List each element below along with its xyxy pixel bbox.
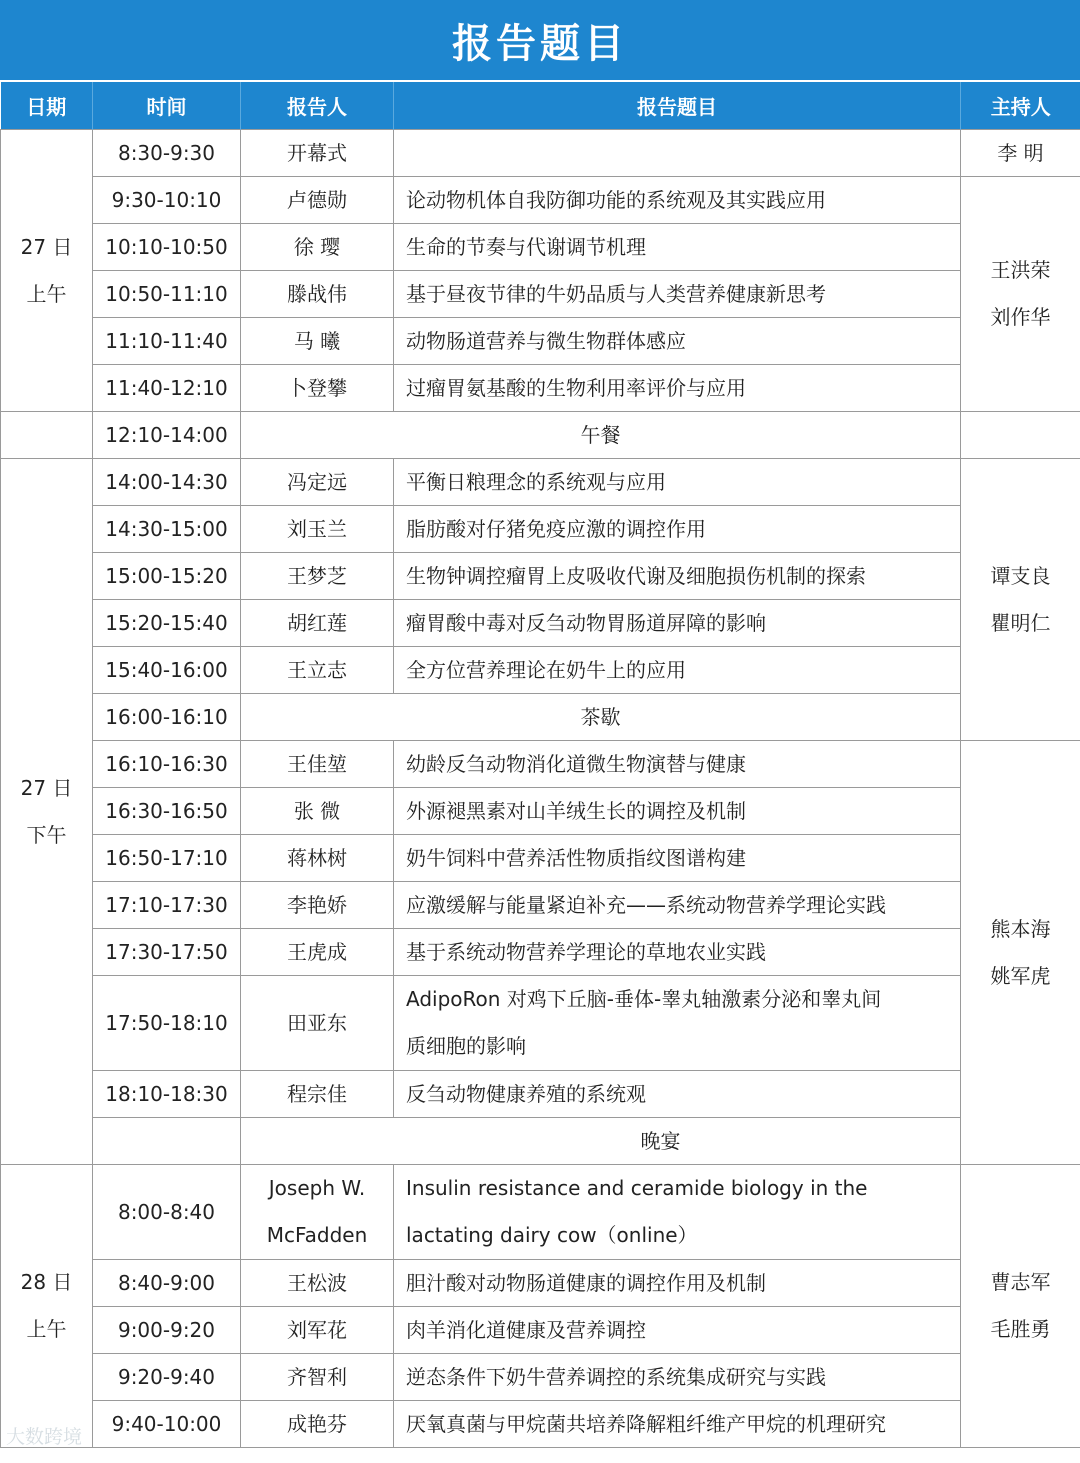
- time-cell: 12:10-14:00: [93, 412, 241, 459]
- time-cell: 14:00-14:30: [93, 459, 241, 506]
- table-row: [1, 506, 1080, 553]
- header-topic: 报告题目: [394, 82, 961, 130]
- host-cell: [961, 1165, 1080, 1448]
- table-row: [1, 1260, 1080, 1307]
- watermark: 大数跨境: [6, 1426, 83, 1448]
- topic-cell: 逆态条件下奶牛营养调控的系统集成研究与实践: [394, 1354, 961, 1401]
- topic-cell: 厌氧真菌与甲烷菌共培养降解粗纤维产甲烷的机理研究: [394, 1401, 961, 1448]
- time-cell: 17:50-18:10: [93, 976, 241, 1071]
- time-cell: 16:30-16:50: [93, 788, 241, 835]
- host-cell: [961, 177, 1080, 412]
- time-cell: 9:00-9:20: [93, 1307, 241, 1354]
- date-cell: [1, 130, 93, 412]
- table-row: [1, 459, 1080, 506]
- topic-cell: 过瘤胃氨基酸的生物利用率评价与应用: [394, 365, 961, 412]
- table-row: [1, 1307, 1080, 1354]
- host-cell: [961, 459, 1080, 741]
- empty-cell: [1, 412, 93, 459]
- time-cell: 18:10-18:30: [93, 1071, 241, 1118]
- host-name: 曹志军: [990, 1270, 1051, 1294]
- speaker-cell: 田亚东: [241, 976, 394, 1071]
- date-day: 28 日: [20, 1270, 73, 1294]
- speaker-line: Joseph W.: [268, 1176, 366, 1200]
- date-cell: [1, 1165, 93, 1448]
- table-row: [1, 130, 1080, 177]
- header-host: 主持人: [961, 82, 1080, 130]
- speaker-cell: 王立志: [241, 647, 394, 694]
- date-cell: [1, 459, 93, 1165]
- time-cell: 16:50-17:10: [93, 835, 241, 882]
- schedule-table: [0, 82, 1080, 1448]
- table-row: [1, 553, 1080, 600]
- topic-cell: 反刍动物健康养殖的系统观: [394, 1071, 961, 1118]
- time-cell: 17:10-17:30: [93, 882, 241, 929]
- host-cell: 李 明: [961, 130, 1080, 177]
- speaker-cell: 刘玉兰: [241, 506, 394, 553]
- topic-cell: 生物钟调控瘤胃上皮吸收代谢及细胞损伤机制的探索: [394, 553, 961, 600]
- topic-cell: [394, 130, 961, 177]
- table-row: [1, 1071, 1080, 1118]
- time-cell: 17:30-17:50: [93, 929, 241, 976]
- speaker-cell: 蒋林树: [241, 835, 394, 882]
- table-row: [1, 1401, 1080, 1448]
- time-cell: 9:40-10:00: [93, 1401, 241, 1448]
- lunch-row: [1, 412, 1080, 459]
- host-name: 姚军虎: [990, 963, 1051, 988]
- speaker-cell: 卢德勋: [241, 177, 394, 224]
- speaker-line: McFadden: [266, 1223, 368, 1247]
- time-cell: 15:40-16:00: [93, 647, 241, 694]
- time-cell: 15:00-15:20: [93, 553, 241, 600]
- speaker-cell: 程宗佳: [241, 1071, 394, 1118]
- speaker-cell: 开幕式: [241, 130, 394, 177]
- host-cell: [961, 741, 1080, 1165]
- topic-line: lactating dairy cow（online）: [406, 1223, 698, 1247]
- host-name: 熊本海: [990, 916, 1051, 941]
- topic-cell: 基于系统动物营养学理论的草地农业实践: [394, 929, 961, 976]
- topic-cell: 全方位营养理论在奶牛上的应用: [394, 647, 961, 694]
- date-day: 27 日: [20, 775, 73, 800]
- host-name: 王洪荣: [990, 258, 1051, 282]
- speaker-cell: 冯定远: [241, 459, 394, 506]
- table-row: [1, 1165, 1080, 1260]
- table-row: [1, 271, 1080, 318]
- header-row: [1, 82, 1080, 130]
- table-row: [1, 600, 1080, 647]
- time-cell: 11:10-11:40: [93, 318, 241, 365]
- topic-cell: 动物肠道营养与微生物群体感应: [394, 318, 961, 365]
- table-row: [1, 976, 1080, 1071]
- header-time: 时间: [93, 82, 241, 130]
- topic-line: Insulin resistance and ceramide biology in the: [406, 1176, 868, 1200]
- time-cell: 8:30-9:30: [93, 130, 241, 177]
- time-cell: 9:20-9:40: [93, 1354, 241, 1401]
- table-row: [1, 929, 1080, 976]
- topic-cell: 幼龄反刍动物消化道微生物演替与健康: [394, 741, 961, 788]
- time-cell: 9:30-10:10: [93, 177, 241, 224]
- speaker-cell: 卜登攀: [241, 365, 394, 412]
- empty-cell: [961, 412, 1080, 459]
- speaker-cell: 王虎成: [241, 929, 394, 976]
- time-cell: 11:40-12:10: [93, 365, 241, 412]
- time-cell: 8:00-8:40: [93, 1165, 241, 1260]
- speaker-cell: [241, 1165, 394, 1260]
- topic-cell: 奶牛饲料中营养活性物质指纹图谱构建: [394, 835, 961, 882]
- host-name: 谭支良: [990, 563, 1051, 588]
- tea-row: [1, 694, 1080, 741]
- time-cell: 15:20-15:40: [93, 600, 241, 647]
- time-cell: 14:30-15:00: [93, 506, 241, 553]
- host-name: 刘作华: [990, 305, 1051, 329]
- break-label: 晚宴: [241, 1118, 1080, 1165]
- table-row: [1, 177, 1080, 224]
- topic-cell: 瘤胃酸中毒对反刍动物胃肠道屏障的影响: [394, 600, 961, 647]
- time-cell: 16:00-16:10: [93, 694, 241, 741]
- speaker-cell: 王佳堃: [241, 741, 394, 788]
- header-date: 日期: [1, 82, 93, 130]
- speaker-cell: 张 微: [241, 788, 394, 835]
- topic-cell: 基于昼夜节律的牛奶品质与人类营养健康新思考: [394, 271, 961, 318]
- time-cell: 10:50-11:10: [93, 271, 241, 318]
- speaker-cell: 徐 璎: [241, 224, 394, 271]
- table-row: [1, 741, 1080, 788]
- speaker-cell: 齐智利: [241, 1354, 394, 1401]
- date-period: 上午: [26, 1317, 67, 1341]
- dinner-row: [1, 1118, 1080, 1165]
- speaker-cell: 王梦芝: [241, 553, 394, 600]
- topic-cell: 胆汁酸对动物肠道健康的调控作用及机制: [394, 1260, 961, 1307]
- page-title: 报告题目: [0, 0, 1080, 80]
- table-row: [1, 882, 1080, 929]
- speaker-cell: 成艳芬: [241, 1401, 394, 1448]
- header-speaker: 报告人: [241, 82, 394, 130]
- topic-cell: 脂肪酸对仔猪免疫应激的调控作用: [394, 506, 961, 553]
- topic-cell: 应激缓解与能量紧迫补充——系统动物营养学理论实践: [394, 882, 961, 929]
- table-row: [1, 224, 1080, 271]
- date-period: 下午: [26, 822, 67, 847]
- speaker-cell: 马 曦: [241, 318, 394, 365]
- table-row: [1, 835, 1080, 882]
- table-row: [1, 318, 1080, 365]
- speaker-cell: 胡红莲: [241, 600, 394, 647]
- topic-cell: [394, 1165, 961, 1260]
- topic-cell: [394, 976, 961, 1071]
- table-row: [1, 647, 1080, 694]
- date-day: 27 日: [20, 234, 73, 259]
- date-period: 上午: [26, 281, 67, 306]
- table-row: [1, 788, 1080, 835]
- speaker-cell: 滕战伟: [241, 271, 394, 318]
- topic-cell: 论动物机体自我防御功能的系统观及其实践应用: [394, 177, 961, 224]
- table-row: [1, 1354, 1080, 1401]
- topic-cell: 外源褪黑素对山羊绒生长的调控及机制: [394, 788, 961, 835]
- time-cell: 8:40-9:00: [93, 1260, 241, 1307]
- topic-line: 质细胞的影响: [406, 1034, 526, 1058]
- break-label: 午餐: [241, 412, 961, 459]
- topic-cell: 平衡日粮理念的系统观与应用: [394, 459, 961, 506]
- time-cell: 16:10-16:30: [93, 741, 241, 788]
- break-label: 茶歇: [241, 694, 961, 741]
- empty-cell: [93, 1118, 241, 1165]
- host-name: 毛胜勇: [990, 1317, 1051, 1341]
- table-row: [1, 365, 1080, 412]
- topic-cell: 生命的节奏与代谢调节机理: [394, 224, 961, 271]
- speaker-cell: 王松波: [241, 1260, 394, 1307]
- host-name: 瞿明仁: [990, 610, 1051, 635]
- topic-line: AdipoRon 对鸡下丘脑-垂体-睾丸轴激素分泌和睾丸间: [406, 987, 882, 1011]
- speaker-cell: 李艳娇: [241, 882, 394, 929]
- topic-cell: 肉羊消化道健康及营养调控: [394, 1307, 961, 1354]
- speaker-cell: 刘军花: [241, 1307, 394, 1354]
- time-cell: 10:10-10:50: [93, 224, 241, 271]
